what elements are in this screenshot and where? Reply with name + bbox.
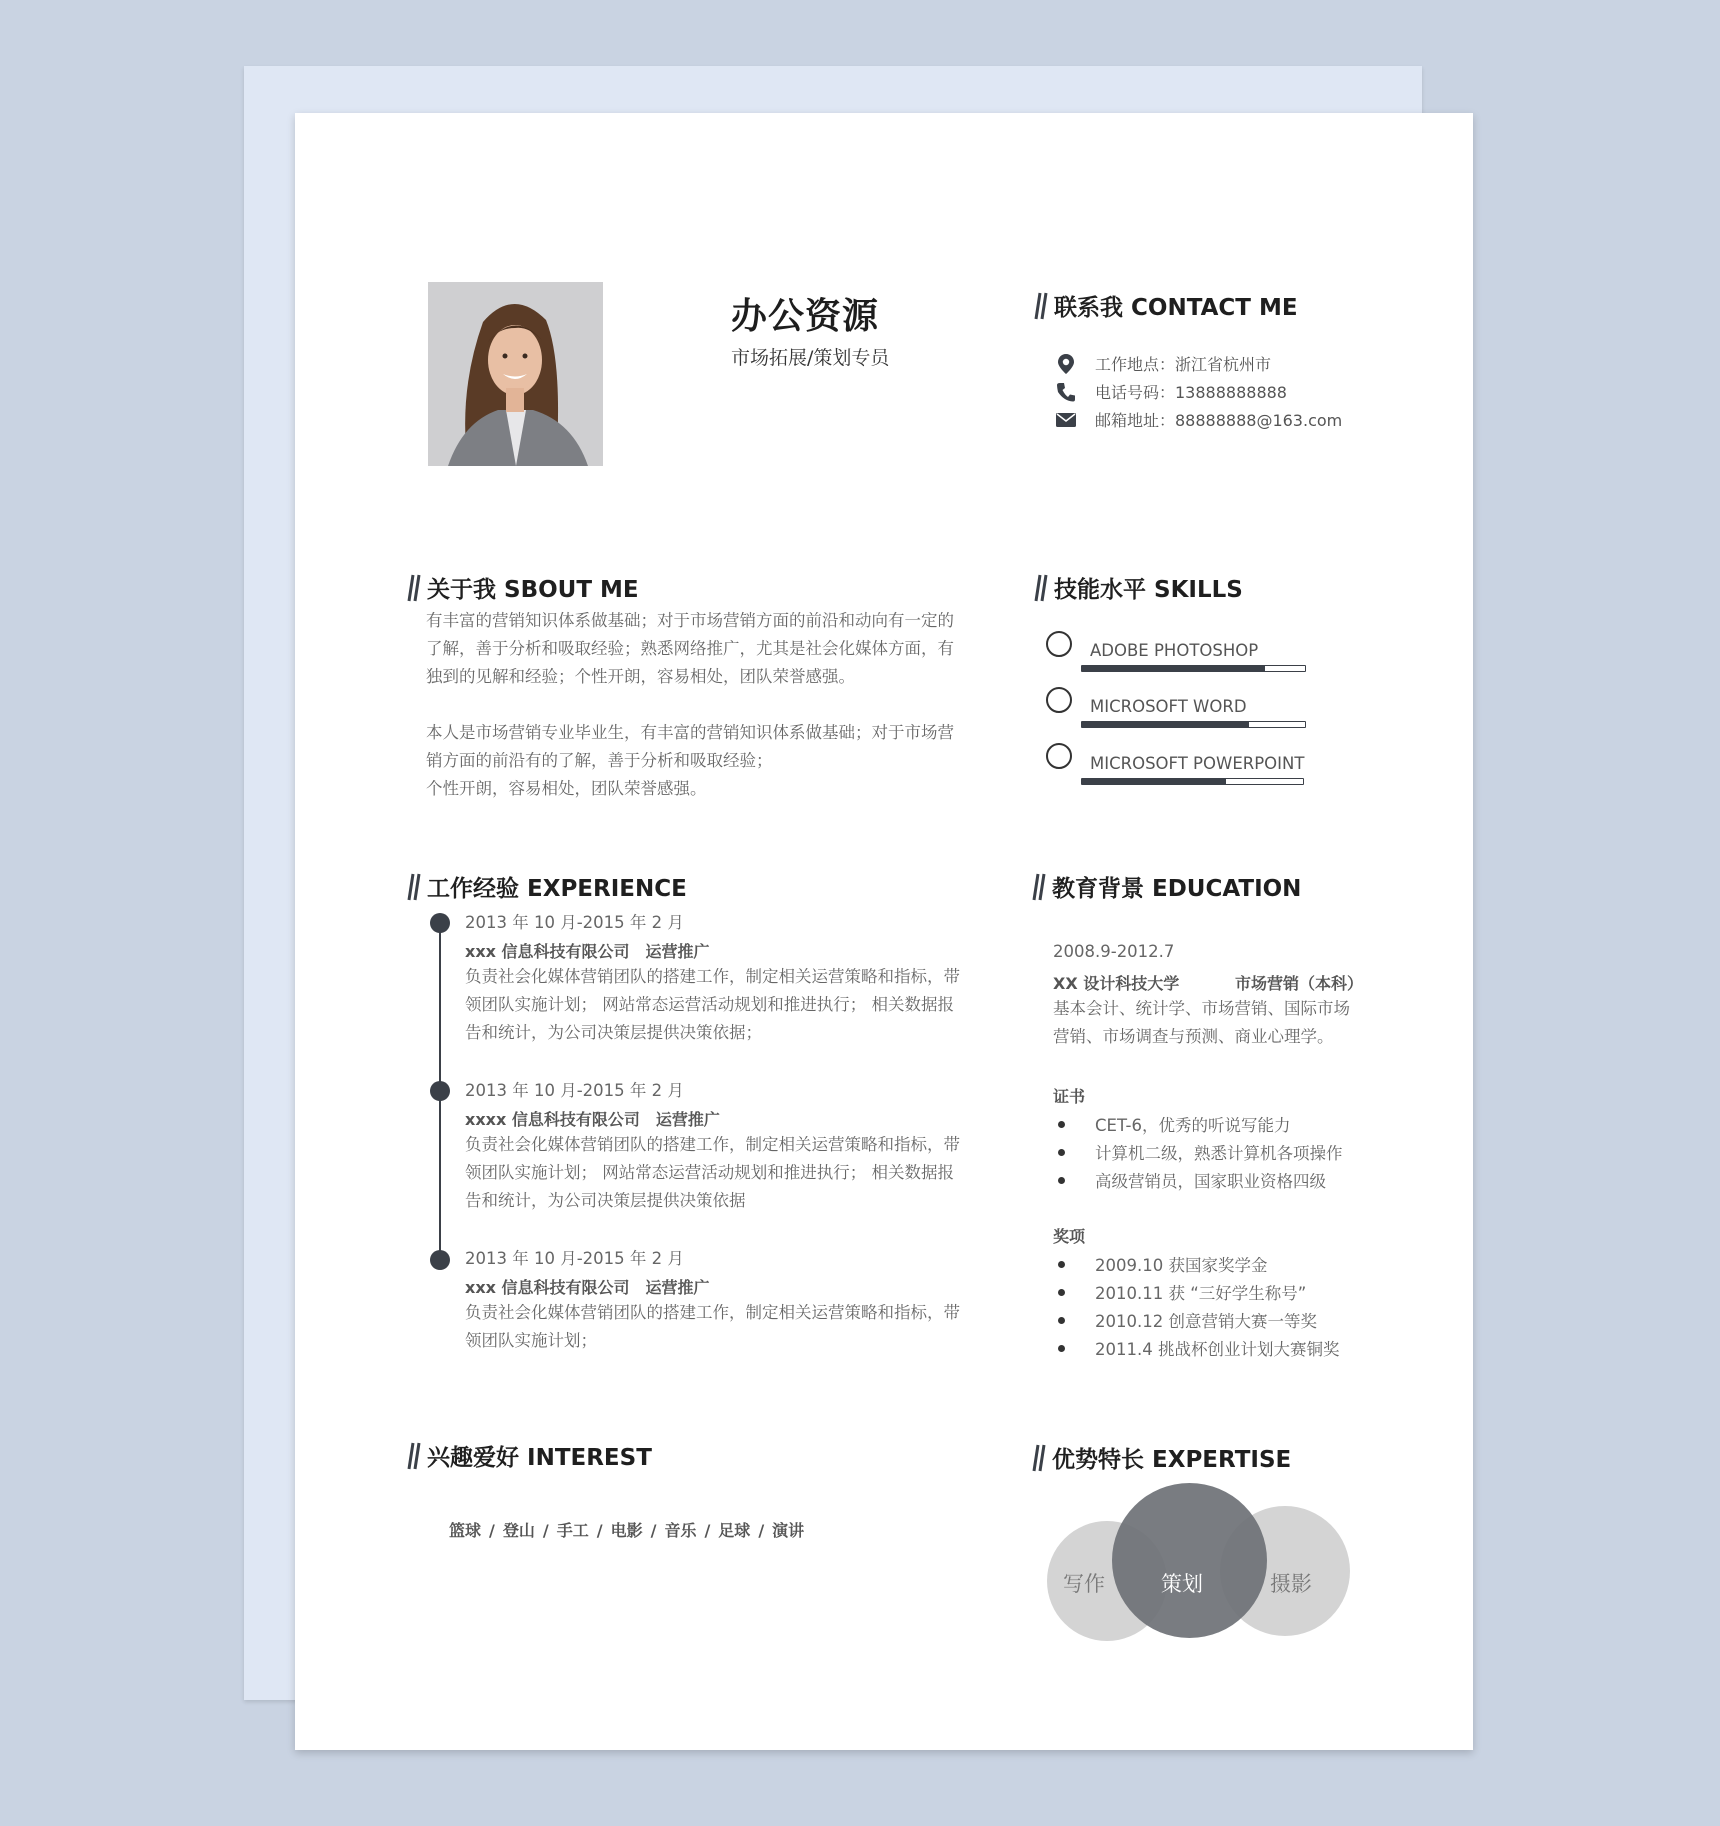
contact-phone [1055, 380, 1287, 403]
award-text: 2011.4 挑战杯创业计划大赛铜奖 [1095, 1340, 1340, 1359]
interest-list [449, 1518, 804, 1541]
experience-date: 2013 年 10 月-2015 年 2 月 [465, 1081, 684, 1100]
education-title-text: 教育背景 EDUCATION [1052, 876, 1302, 902]
bullet-icon [1058, 1177, 1065, 1184]
contact-email [1055, 408, 1342, 431]
bullet-icon [1058, 1121, 1065, 1128]
section-bars-icon [403, 1441, 421, 1471]
experience-role: 运营推广 [645, 1278, 710, 1297]
award-heading: 奖项 [1053, 1227, 1086, 1246]
experience-description [465, 1299, 965, 1355]
skill-name: MICROSOFT WORD [1090, 697, 1247, 716]
cert-text: CET-6，优秀的听说写能力 [1095, 1116, 1291, 1135]
interest-item: 演讲 [772, 1521, 805, 1540]
experience-org [465, 1275, 710, 1298]
experience-date: 2013 年 10 月-2015 年 2 月 [465, 1249, 684, 1268]
experience-role: 运营推广 [645, 942, 710, 961]
bullet-icon [1058, 1345, 1065, 1352]
interest-item: 音乐 [664, 1521, 697, 1540]
award-item [1053, 1280, 1306, 1304]
section-bars-icon [1028, 1443, 1046, 1473]
about-line: 个性开朗，容易相处，团队荣誉感强。 [426, 779, 707, 798]
skills-title-text: 技能水平 SKILLS [1054, 577, 1243, 603]
skill-name: ADOBE PHOTOSHOP [1090, 641, 1259, 660]
cert-item [1053, 1140, 1343, 1164]
experience-desc-line: 领团队实施计划； 网站常态运营活动规划和推进执行； 相关数据报 [465, 995, 954, 1014]
education-course-line: 基本会计、统计学、市场营销、国际市场 [1053, 999, 1350, 1018]
section-bars-icon [403, 573, 421, 603]
interest-separator: / [704, 1521, 711, 1540]
about-line: 独到的见解和经验；个性开朗，容易相处，团队荣誉感强。 [426, 667, 855, 686]
award-item [1053, 1252, 1267, 1276]
education-major: 市场营销（本科） [1235, 974, 1364, 993]
interest-title-text: 兴趣爱好 INTEREST [427, 1445, 652, 1471]
expertise-label-right: 摄影 [1270, 1572, 1312, 1596]
section-bars-icon [1030, 291, 1048, 321]
experience-section-title [403, 870, 687, 903]
experience-desc-line: 领团队实施计划； 网站常态运营活动规划和推进执行； 相关数据报 [465, 1163, 954, 1182]
skill-level-bar [1081, 778, 1304, 785]
expertise-circle-center [1112, 1483, 1267, 1638]
award-item [1053, 1308, 1317, 1332]
contact-phone-text: 电话号码：13888888888 [1095, 383, 1287, 402]
skill-level-fill [1082, 779, 1226, 784]
timeline-dot [430, 1250, 450, 1270]
location-pin-icon [1055, 353, 1077, 375]
about-title-text: 关于我 SBOUT ME [427, 577, 639, 603]
skill-circle-icon [1046, 743, 1072, 769]
about-line: 销方面的前沿有的了解，善于分析和吸取经验； [426, 751, 773, 770]
experience-desc-line: 负责社会化媒体营销团队的搭建工作，制定相关运营策略和指标，带 [465, 1303, 960, 1322]
experience-desc-line: 领团队实施计划； [465, 1331, 597, 1350]
about-line: 本人是市场营销专业毕业生，有丰富的营销知识体系做基础；对于市场营 [426, 723, 954, 742]
contact-title-text: 联系我 CONTACT ME [1054, 295, 1298, 321]
skill-level-bar [1081, 721, 1306, 728]
resume-page [295, 113, 1473, 1750]
education-section-title [1028, 870, 1301, 903]
experience-org [465, 1107, 720, 1130]
experience-desc-line: 负责社会化媒体营销团队的搭建工作，制定相关运营策略和指标，带 [465, 1135, 960, 1154]
contact-email-text: 邮箱地址：88888888@163.com [1095, 411, 1343, 430]
interest-item: 篮球 [449, 1521, 482, 1540]
interest-separator: / [542, 1521, 549, 1540]
contact-section-title [1030, 289, 1298, 322]
interest-separator: / [650, 1521, 657, 1540]
award-text: 2010.12 创意营销大赛一等奖 [1095, 1312, 1317, 1331]
experience-company: xxxx 信息科技有限公司 [465, 1110, 640, 1129]
skill-circle-icon [1046, 687, 1072, 713]
cert-text: 计算机二级，熟悉计算机各项操作 [1095, 1144, 1343, 1163]
interest-item: 登山 [502, 1521, 535, 1540]
cert-item [1053, 1112, 1290, 1136]
experience-role: 运营推广 [655, 1110, 720, 1129]
about-section-title [403, 571, 639, 604]
education-school: XX 设计科技大学 [1053, 974, 1180, 993]
about-paragraph-2 [426, 719, 954, 803]
education-course-line: 营销、市场调查与预测、商业心理学。 [1053, 1027, 1334, 1046]
timeline-dot [430, 913, 450, 933]
award-text: 2010.11 获 “三好学生称号” [1095, 1284, 1307, 1303]
interest-separator: / [596, 1521, 603, 1540]
about-line: 有丰富的营销知识体系做基础；对于市场营销方面的前沿和动向有一定的 [426, 611, 954, 630]
skills-section-title [1030, 571, 1243, 604]
experience-desc-line: 告和统计，为公司决策层提供决策依据 [465, 1191, 746, 1210]
profile-photo [428, 282, 603, 466]
skill-level-fill [1082, 722, 1249, 727]
skill-level-bar [1081, 665, 1306, 672]
education-courses [1053, 995, 1350, 1051]
phone-icon [1055, 381, 1077, 403]
envelope-icon [1055, 409, 1077, 431]
interest-item: 足球 [718, 1521, 751, 1540]
experience-date: 2013 年 10 月-2015 年 2 月 [465, 913, 684, 932]
interest-item: 电影 [610, 1521, 643, 1540]
candidate-name: 办公资源 [731, 296, 880, 337]
experience-title-text: 工作经验 EXPERIENCE [427, 876, 687, 902]
expertise-section-title [1028, 1441, 1291, 1474]
skill-name: MICROSOFT POWERPOINT [1090, 754, 1305, 773]
experience-org [465, 939, 710, 962]
experience-company: xxx 信息科技有限公司 [465, 942, 630, 961]
contact-location-text: 工作地点：浙江省杭州市 [1095, 355, 1272, 374]
award-item [1053, 1336, 1339, 1360]
award-text: 2009.10 获国家奖学金 [1095, 1256, 1268, 1275]
bullet-icon [1058, 1317, 1065, 1324]
section-bars-icon [1030, 573, 1048, 603]
interest-section-title [403, 1439, 652, 1472]
expertise-label-left: 写作 [1063, 1572, 1105, 1596]
about-paragraph-1 [426, 607, 954, 691]
interest-separator: / [758, 1521, 765, 1540]
job-title: 市场拓展/策划专员 [731, 347, 890, 369]
cert-item [1053, 1168, 1326, 1192]
section-bars-icon [1028, 872, 1046, 902]
section-bars-icon [403, 872, 421, 902]
experience-description [465, 963, 965, 1047]
experience-description [465, 1131, 965, 1215]
interest-separator: / [489, 1521, 495, 1540]
cert-heading: 证书 [1053, 1087, 1086, 1106]
about-line: 了解，善于分析和吸取经验；熟悉网络推广，尤其是社会化媒体方面，有 [426, 639, 954, 658]
experience-desc-line: 负责社会化媒体营销团队的搭建工作，制定相关运营策略和指标，带 [465, 967, 960, 986]
bullet-icon [1058, 1289, 1065, 1296]
bullet-icon [1058, 1261, 1065, 1268]
education-period: 2008.9-2012.7 [1053, 942, 1175, 961]
contact-location [1055, 352, 1271, 375]
skill-level-fill [1082, 666, 1265, 671]
skill-circle-icon [1046, 631, 1072, 657]
expertise-title-text: 优势特长 EXPERTISE [1052, 1447, 1292, 1473]
timeline-dot [430, 1081, 450, 1101]
cert-text: 高级营销员，国家职业资格四级 [1095, 1172, 1326, 1191]
expertise-label-center: 策划 [1161, 1572, 1203, 1596]
experience-desc-line: 告和统计，为公司决策层提供决策依据； [465, 1023, 762, 1042]
interest-item: 手工 [556, 1521, 589, 1540]
experience-company: xxx 信息科技有限公司 [465, 1278, 630, 1297]
bullet-icon [1058, 1149, 1065, 1156]
